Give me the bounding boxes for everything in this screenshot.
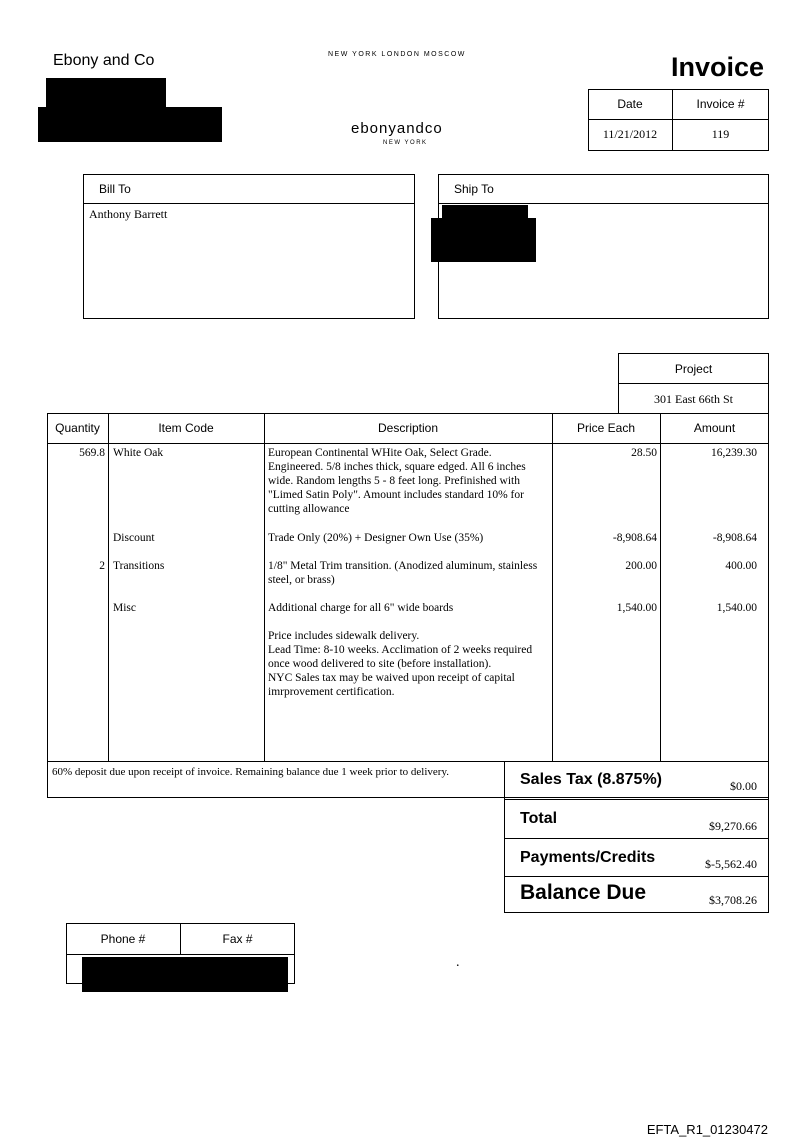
row-amount: 1,540.00 <box>716 602 757 614</box>
balance-due-label: Balance Due <box>520 881 647 904</box>
total-value: $9,270.66 <box>709 819 757 833</box>
row-description: 1/8" Metal Trim transition. (Anodized aluminum, stainless steel, or brass) <box>268 560 538 586</box>
divider <box>588 119 769 120</box>
invoice-number-label: Invoice # <box>696 97 745 111</box>
column-header-price-each: Price Each <box>576 421 636 435</box>
redacted-block <box>82 957 288 992</box>
divider <box>66 954 295 955</box>
divider <box>504 838 769 839</box>
row-amount: 16,239.30 <box>711 447 757 459</box>
row-item-code: Transitions <box>113 560 165 572</box>
row-price-each: -8,908.64 <box>612 532 657 544</box>
column-header-item-code: Item Code <box>158 421 214 435</box>
row-description: European Continental WHite Oak, Select Grade. Engineered. 5/8 inches thick, square edged. All 6 inches wide. Random lengths 5 - 8 feet long. Prefinished with "Limed Satin Poly". Amount includes standard 10% for cutting allowance <box>268 447 526 515</box>
company-logo-subtitle: NEW YORK <box>383 140 428 146</box>
divider <box>504 876 769 877</box>
document-id: EFTA_R1_01230472 <box>646 1122 768 1137</box>
balance-due-value: $3,708.26 <box>709 893 757 907</box>
row-quantity: 2 <box>99 560 105 572</box>
total-label: Total <box>520 810 558 827</box>
invoice-title: Invoice <box>670 52 764 82</box>
payments-credits-label: Payments/Credits <box>520 849 656 866</box>
invoice-date: 11/21/2012 <box>602 127 658 141</box>
redacted-block <box>431 218 536 262</box>
project-label: Project <box>674 362 713 376</box>
invoice-number: 119 <box>711 127 730 141</box>
phone-label: Phone # <box>100 932 146 946</box>
row-price-each: 200.00 <box>625 560 657 572</box>
column-divider <box>660 413 661 761</box>
project-value: 301 East 66th St <box>653 392 733 406</box>
company-name: Ebony and Co <box>53 52 155 69</box>
bill-to-label: Bill To <box>99 182 131 196</box>
office-cities: NEW YORK LONDON MOSCOW <box>328 51 466 58</box>
column-header-description: Description <box>377 421 439 435</box>
row-description: Additional charge for all 6" wide boards <box>268 602 454 614</box>
redacted-block <box>38 107 222 142</box>
order-notes: Price includes sidewalk delivery. Lead Time: 8-10 weeks. Acclimation of 2 weeks required once wood delivered to site (before installation). NYC Sales tax may be waived upon receipt of capital imrprovement certification. <box>268 630 533 698</box>
sales-tax-label: Sales Tax (8.875%) <box>520 771 663 788</box>
divider <box>618 383 769 384</box>
row-item-code: White Oak <box>113 447 164 459</box>
row-quantity: 569.8 <box>79 447 105 459</box>
date-label: Date <box>617 97 643 111</box>
redacted-block <box>46 78 166 108</box>
row-price-each: 1,540.00 <box>616 602 657 614</box>
row-amount: 400.00 <box>725 560 757 572</box>
row-item-code: Discount <box>113 532 155 544</box>
row-price-each: 28.50 <box>631 447 657 459</box>
column-divider <box>108 413 109 761</box>
row-item-code: Misc <box>113 602 136 614</box>
row-amount: -8,908.64 <box>712 532 757 544</box>
company-logo: ebonyandco <box>351 120 443 137</box>
divider <box>504 799 769 800</box>
column-header-amount: Amount <box>693 421 736 435</box>
column-divider <box>552 413 553 761</box>
column-header-quantity: Quantity <box>55 421 100 435</box>
divider <box>438 203 769 204</box>
fax-label: Fax # <box>222 932 253 946</box>
divider <box>83 203 415 204</box>
payment-terms: 60% deposit due upon receipt of invoice. Remaining balance due 1 week prior to delivery. <box>52 766 449 778</box>
bill-to-name: Anthony Barrett <box>89 207 168 221</box>
ship-to-label: Ship To <box>454 182 494 196</box>
bill-to-box <box>83 174 415 319</box>
sales-tax-value: $0.00 <box>730 779 757 793</box>
column-divider <box>264 413 265 761</box>
payments-credits-value: $-5,562.40 <box>705 857 757 871</box>
stray-mark: . <box>456 955 460 970</box>
row-description: Trade Only (20%) + Designer Own Use (35%) <box>268 532 484 544</box>
